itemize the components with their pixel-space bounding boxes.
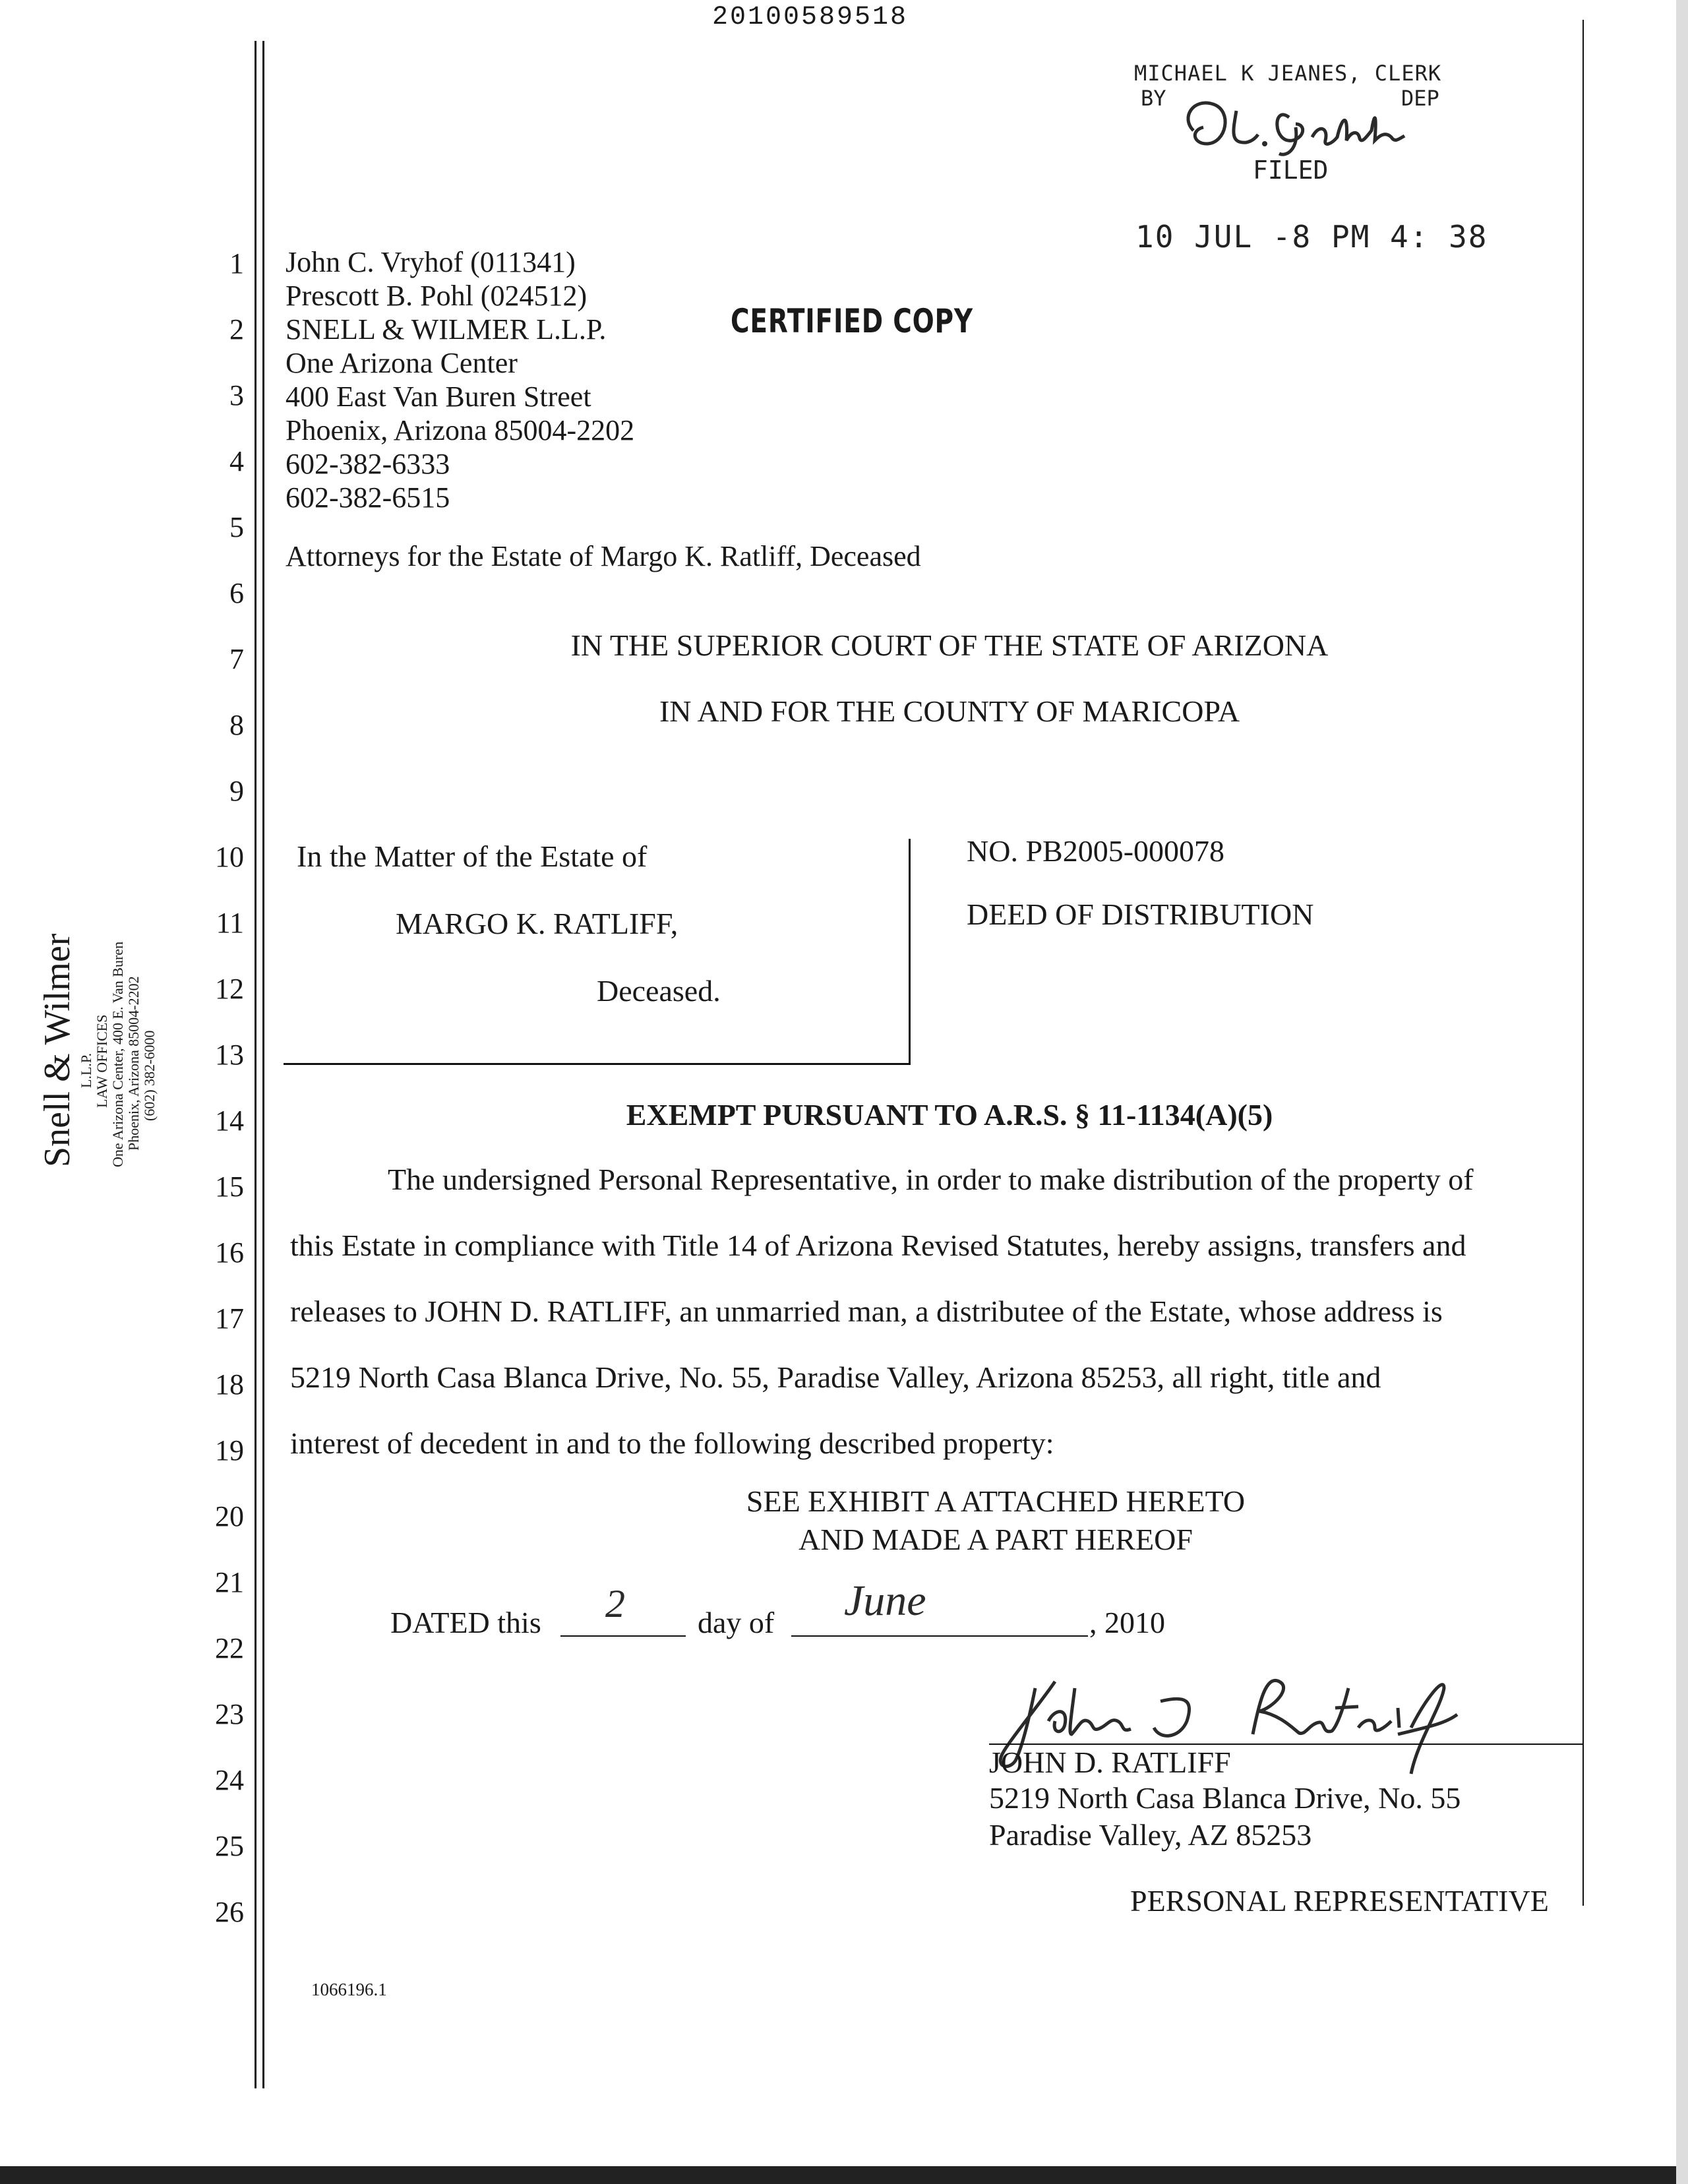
line-number: 3: [229, 379, 244, 411]
attorney-line: 400 East Van Buren Street: [286, 380, 591, 413]
attorneys-for: Attorneys for the Estate of Margo K. Ratliff, Deceased: [286, 540, 921, 572]
line-number: 10: [215, 841, 244, 873]
caption-matter: In the Matter of the Estate of: [297, 839, 648, 873]
attorney-block: [286, 245, 634, 514]
stamp-dep: DEP: [1401, 86, 1439, 111]
line-number: 18: [215, 1368, 244, 1401]
day-blank: [560, 1635, 686, 1637]
stamp-by: BY: [1141, 86, 1166, 111]
caption-decedent-name: MARGO K. RATLIFF,: [396, 907, 678, 940]
line-number: 19: [215, 1434, 244, 1467]
court-line-1: IN THE SUPERIOR COURT OF THE STATE OF ARIZONA: [570, 628, 1329, 662]
stamp-filed: FILED: [1253, 156, 1329, 185]
recording-number: 20100589518: [712, 3, 909, 32]
exempt-title: EXEMPT PURSUANT TO A.R.S. § 11-1134(A)(5): [626, 1098, 1273, 1132]
case-number: NO. PB2005-000078: [967, 834, 1225, 868]
dated-day-of: day of: [698, 1606, 775, 1639]
line-number: 9: [229, 775, 244, 807]
line-number: 8: [229, 709, 244, 741]
attorney-line: 602-382-6333: [286, 448, 450, 480]
signer-address-1: 5219 North Casa Blanca Drive, No. 55: [989, 1781, 1461, 1815]
stamp-filing-date: 10 JUL -8 PM 4: 38: [1135, 219, 1488, 255]
document-title: DEED OF DISTRIBUTION: [967, 897, 1314, 931]
line-number: 5: [229, 511, 244, 543]
attorney-line: Prescott B. Pohl (024512): [286, 280, 588, 312]
signer-address-2: Paradise Valley, AZ 85253: [989, 1818, 1312, 1852]
stamp-clerk-line: MICHAEL K JEANES, CLERK: [1134, 61, 1442, 86]
body-line: 5219 North Casa Blanca Drive, No. 55, Paradise Valley, Arizona 85253, all right, title and: [290, 1360, 1381, 1394]
line-number: 16: [215, 1236, 244, 1269]
line-number: 11: [216, 907, 244, 939]
caption-deceased: Deceased.: [597, 974, 721, 1008]
line-number: 21: [215, 1566, 244, 1598]
firm-side-label: [36, 934, 158, 1167]
body-line: this Estate in compliance with Title 14 of Arizona Revised Statutes, hereby assigns, transfers and: [290, 1228, 1466, 1262]
line-number: 6: [229, 577, 244, 609]
line-number: 26: [215, 1896, 244, 1928]
line-number: 13: [215, 1039, 244, 1071]
right-margin-rule: [1582, 20, 1584, 1906]
firm-name: Snell & Wilmer: [37, 933, 78, 1167]
certified-copy-stamp: CERTIFIED COPY: [731, 302, 973, 340]
line-number: 14: [215, 1105, 244, 1137]
line-number: 23: [215, 1698, 244, 1730]
attorney-line: Phoenix, Arizona 85004-2202: [286, 414, 635, 446]
attorney-line: John C. Vryhof (011341): [286, 246, 576, 278]
dated-year: , 2010: [1089, 1606, 1165, 1639]
body-line: The undersigned Personal Representative, in order to make distribution of the property of: [388, 1163, 1474, 1196]
body-line: releases to JOHN D. RATLIFF, an unmarried man, a distributee of the Estate, whose address is: [290, 1294, 1443, 1328]
line-number: 1: [229, 247, 244, 280]
line-number: 15: [215, 1170, 244, 1203]
firm-address-1: One Arizona Center, 400 E. Van Buren: [109, 941, 126, 1167]
line-number: 20: [215, 1500, 244, 1532]
line-number: 25: [215, 1830, 244, 1862]
line-number: 2: [229, 313, 244, 346]
signer-title: PERSONAL REPRESENTATIVE: [1130, 1884, 1549, 1918]
exhibit-line-2: AND MADE A PART HEREOF: [799, 1523, 1193, 1556]
attorney-line: 602-382-6515: [286, 481, 450, 514]
attorney-line: One Arizona Center: [286, 347, 518, 379]
exhibit-line-1: SEE EXHIBIT A ATTACHED HERETO: [746, 1484, 1246, 1518]
firm-llp: L.L.P.: [78, 1052, 94, 1088]
month-blank: [791, 1635, 1088, 1637]
line-number: 12: [215, 973, 244, 1005]
document-id: 1066196.1: [311, 1980, 387, 1999]
court-line-2: IN AND FOR THE COUNTY OF MARICOPA: [659, 694, 1240, 728]
firm-phone: (602) 382-6000: [141, 1030, 158, 1121]
dated-day: 2: [605, 1582, 625, 1625]
scan-right-edge: [1676, 0, 1688, 2184]
dated-prefix: DATED this: [390, 1606, 541, 1639]
left-margin-rule-outer: [255, 41, 256, 2088]
dated-month: June: [844, 1577, 926, 1625]
body-line: interest of decedent in and to the following described property:: [290, 1426, 1054, 1460]
caption-bottom-rule: [284, 1063, 911, 1065]
line-number: 17: [215, 1302, 244, 1335]
attorney-line: SNELL & WILMER L.L.P.: [286, 313, 607, 346]
scan-bottom-edge: [0, 2166, 1688, 2184]
firm-address-2: Phoenix, Arizona 85004-2202: [125, 976, 142, 1151]
signer-name: JOHN D. RATLIFF: [989, 1745, 1231, 1779]
firm-offices: LAW OFFICES: [94, 1014, 110, 1108]
left-margin-rule-inner: [262, 41, 264, 2088]
line-number: 4: [229, 445, 244, 477]
clerk-signature: [1174, 91, 1424, 164]
caption-divider: [909, 839, 911, 1063]
line-number: 22: [215, 1632, 244, 1664]
line-number: 7: [229, 643, 244, 675]
line-number: 24: [215, 1764, 244, 1796]
